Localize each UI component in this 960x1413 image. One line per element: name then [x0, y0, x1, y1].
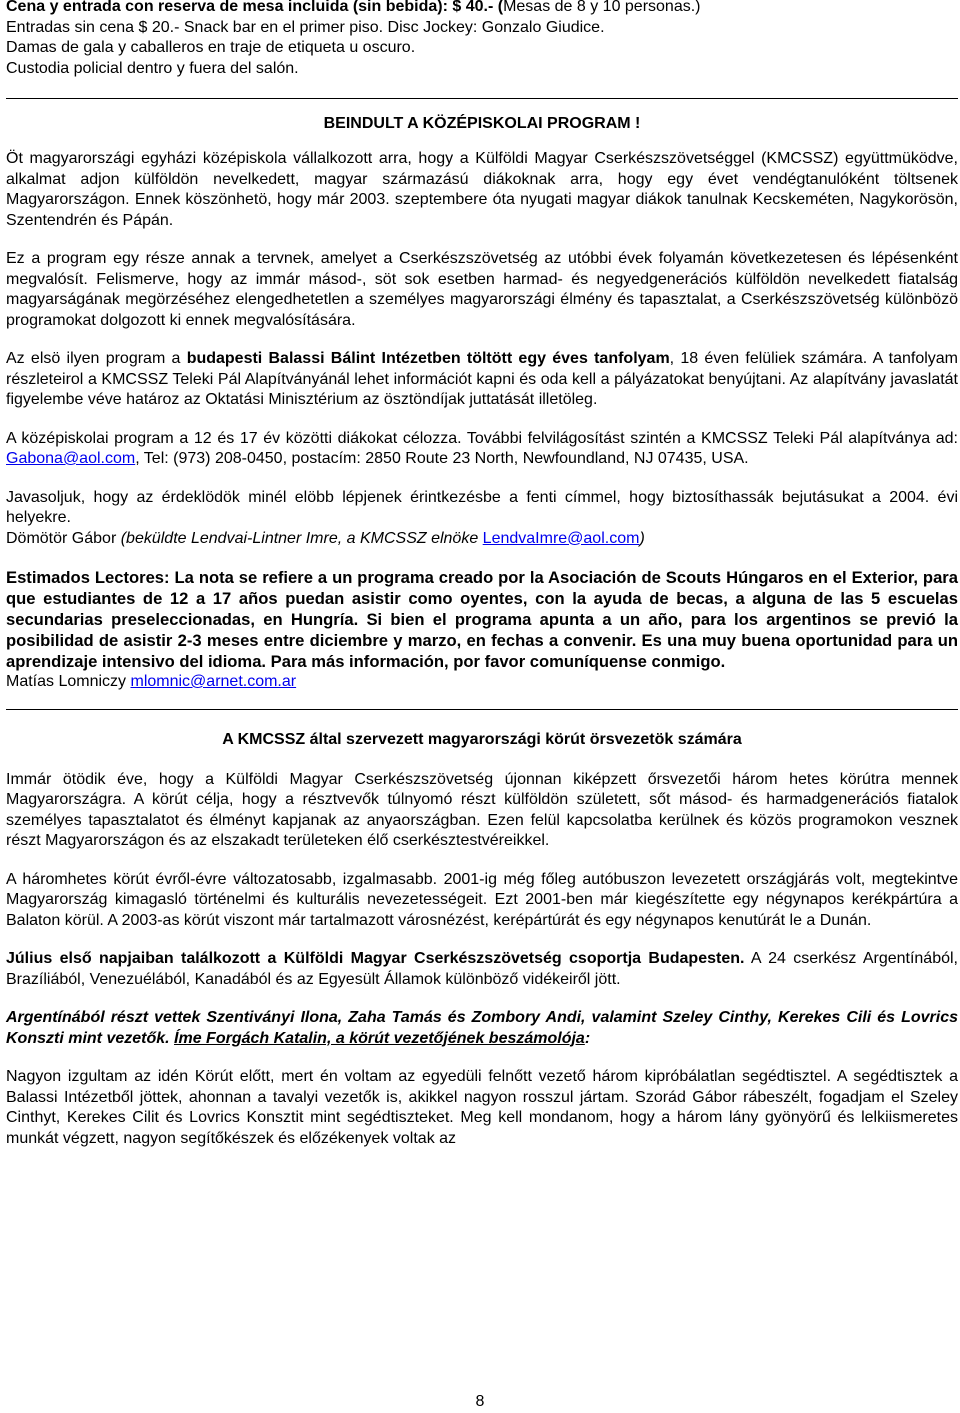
page-number: 8: [475, 1393, 485, 1410]
email-link[interactable]: mlomnic@arnet.com.ar: [130, 673, 297, 690]
signature: Matías Lomniczy mlomnic@arnet.com.ar: [6, 673, 297, 690]
email-link[interactable]: LendvaImre@aol.com: [482, 529, 640, 547]
paragraph: Javasoljuk, hogy az érdeklödök minél elöbb lépjenek érintkezésbe a fenti címmel, hogy biztosíthassák bejutásukat a 2004. évi helyekre.: [6, 488, 958, 526]
paragraph: Az elsö ilyen program a budapesti Balassi Bálint Intézetben töltött egy éves tanfolyam, 18 éven felüliek számára. A tanfolyam részleteirol a KMCSSZ Teleki Pál Alapítványánál lehet információt kapni és oda kell a pályázatokat benyújtani. Az alapítvány javaslatát figyelembe véve határoz az Oktatási Minisztérium az ösztöndíjak juttatását illetöleg.: [6, 350, 959, 408]
document-page: [6, 0, 958, 1149]
signature: Dömötör Gábor (beküldte Lendvai-Lintner Imre, a KMCSSZ elnöke LendvaImre@aol.com): [6, 529, 645, 547]
event-line-3: Damas de gala y caballeros en traje de etiqueta u oscuro.: [6, 39, 416, 56]
section-heading-tour: A KMCSSZ által szervezett magyarországi körút örsvezetök számára: [222, 730, 742, 748]
paragraph: Immár ötödik éve, hogy a Külföldi Magyar Cserkészszövetség újonnan kiképzett őrsvezetői három hetes körútra mennek Magyarországra. A körút célja, hogy a résztvevők túlnyomó részt külföldön született, sőt másod- és harmadgenerációs fiatalok személyes tapasztalatot és élményt kapjanak az anyaországban. Ezen felül kapcsolatba kerülnek és közös programokon vesznek részt Magyarországon és az elszakadt területeken élő cserkésztestvéreikkel.: [6, 770, 958, 849]
paragraph: Nagyon izgultam az idén Körút előtt, mert én voltam az egyedüli felnőtt vezető három kipróbálatlan segédtisztel. A segédtisztek a Balassi Intézetből jöttek, ahonnan a tavalyi vezetők is, akikkel nagyon rosszul jártam. Szorád Gábor rábeszélt, fogadjam el Szeley Cinthyt, Kerekes Cilit és Lovrics Konsztit mint segédtiszteket. Meg kell mondanom, hogy a három lány gyönyörű és lelkiismeretes munkát végzett, nagyon segítőkészek és előzékenyek voltak az: [6, 1068, 958, 1147]
paragraph: A középiskolai program a 12 és 17 év közötti diákokat célozza. További felvilágosítást szintén a KMCSSZ Teleki Pál alapítványa ad: Gabona@aol.com, Tel: (973) 208-0450, postacím: 2850 Route 23 North, Newfoundland, NJ 07435, USA.: [6, 429, 958, 467]
event-line-4: Custodia policial dentro y fuera del salón.: [6, 59, 299, 77]
paragraph: Ez a program egy része annak a tervnek, amelyet a Cserkészszövetség az utóbbi évek folyamán következetesen és lépésenként megvalósít. Felismerve, hogy az immár másod-, söt sok esetben harmad- és negyedgenerációs külföldön nevelkedett fiatalság magyarságának megörzéséhez elengedhetetlen a személyes magyarországi élmény és tapasztalat, a Cserkészszövetség különbözö programokat dolgozott ki ennek megvalósítására.: [6, 250, 958, 329]
event-line-1: Cena y entrada con reserva de mesa incluida (sin bebida): $ 40.- (Mesas de 8 y 10 personas.): [6, 0, 701, 15]
paragraph: Argentínából részt vettek Szentiványi Ilona, Zaha Tamás és Zombory Andi, valamint Szeley Cinthy, Kerekes Cili és Lovrics Konszti mint vezetők. Íme Forgách Katalin, a körút vezetőjének beszámolója:: [6, 1009, 958, 1047]
event-line-2: Entradas sin cena $ 20.- Snack bar en el primer piso. Disc Jockey: Gonzalo Giudice.: [6, 18, 605, 36]
section-heading-program: BEINDULT A KÖZÉPISKOLAI PROGRAM !: [323, 115, 641, 132]
spanish-note: Estimados Lectores: La nota se refiere a un programa creado por la Asociación de Scouts Húngaros en el Exterior, para que estudiantes de 12 a 17 años puedan asistir como oyentes, con la ayuda de becas, a alguna de las 5 escuelas secundarias preseleccionadas, en Hungría. Si bien el programa apunta a un año, para los argentinos se previó la posibilidad de asistir 2-3 meses entre diciembre y marzo, en fechas a convenir. Es una muy buena oportunidad para un aprendizaje intensivo del idioma. Para más información, por favor comuníquense conmigo.: [6, 568, 958, 671]
event-info: [6, 0, 958, 79]
paragraph: Öt magyarországi egyházi középiskola vállalkozott arra, hogy a Külföldi Magyar Cserkészszövetséggel (KMCSSZ) együttmüködve, alkalmat adjon külföldön nevelkedett, magyar származású diákoknak arra, hogy egy évet vendégtanulóként töltsenek Magyarországon. Ennek köszönhetö, hogy már 2003. szeptembere óta nyugati magyar diákok tanulnak Kecskeméten, Nagykorösön, Szentendrén és Pápán.: [6, 150, 958, 229]
paragraph: Július első napjaiban találkozott a Külföldi Magyar Cserkészszövetség csoportja Budapesten. A 24 cserkész Argentínából, Brazíliából, Venezuélából, Kanadából és az Egyesült Államok különböző vidékeiről jött.: [6, 950, 959, 988]
email-link[interactable]: Gabona@aol.com: [6, 450, 136, 467]
paragraph: A háromhetes körút évről-évre változatosabb, izgalmasabb. 2001-ig még főleg autóbuszon levezetett országjárás volt, megtekintve Magyarország kimagasló történelmi és kulturális nevezetességeit. Ezt 2001-ben már kiegészítette egy négynapos kerékpártúra a Balaton körül. A 2003-as körút viszont már tartalmazott városnézést, kerépártúrát és egy négynapos kenutúrát le a Dunán.: [6, 870, 958, 929]
